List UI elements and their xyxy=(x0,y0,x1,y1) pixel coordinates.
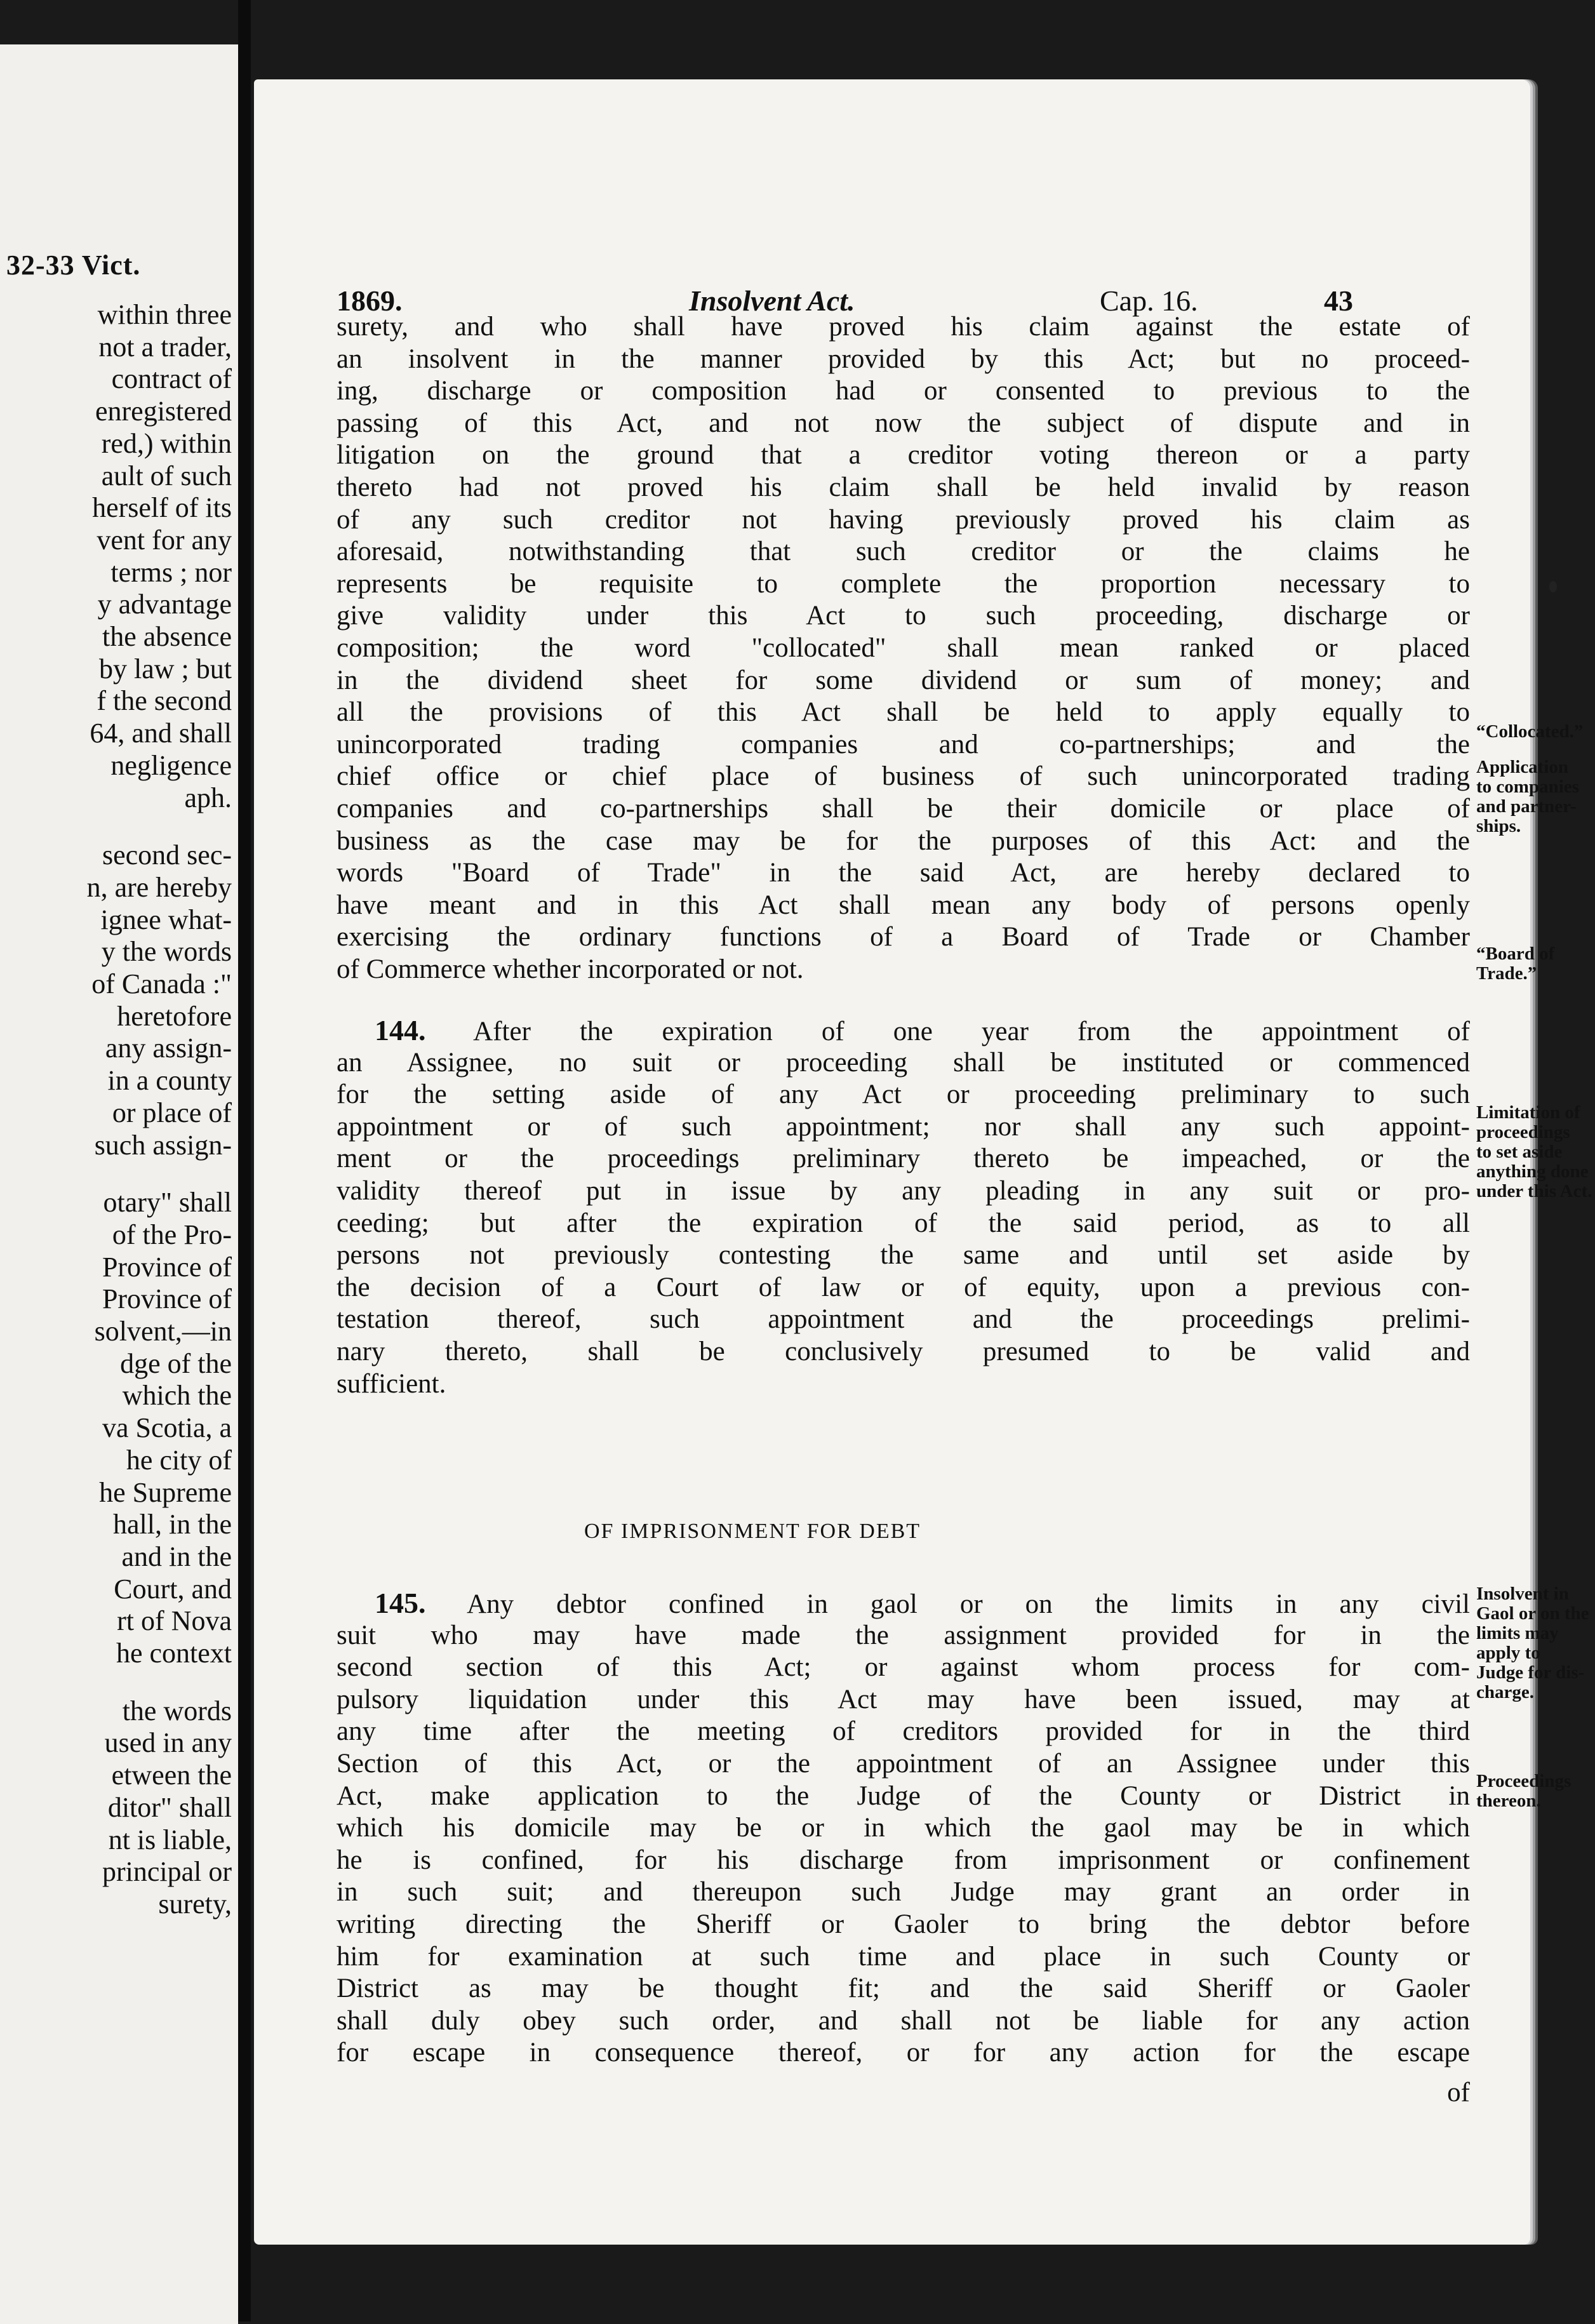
margin-note-line: “Board of xyxy=(1476,944,1555,964)
margin-note-line: to set aside xyxy=(1476,1142,1563,1162)
text-line: represents be requisite to complete the proportion necessary to xyxy=(337,568,1470,599)
left-page xyxy=(0,44,238,2324)
text-line: for the setting aside of any Act or proceeding preliminary to such xyxy=(337,1079,1470,1110)
left-text-line: he Supreme xyxy=(99,1476,232,1508)
text-line: Section of this Act, or the appointment of an Assignee under this xyxy=(337,1749,1470,1779)
text-line: sufficient. xyxy=(337,1368,446,1399)
left-text-line: terms ; nor xyxy=(110,556,232,588)
text-line: unincorporated trading companies and co-partnerships; and the xyxy=(337,729,1470,759)
left-text-line: va Scotia, a xyxy=(102,1412,232,1444)
left-text-line: ignee what- xyxy=(100,904,232,935)
text-line: words "Board of Trade" in the said Act, are hereby declared to xyxy=(337,858,1470,888)
margin-note-line: Limitation of xyxy=(1476,1102,1580,1123)
left-text-line: he context xyxy=(116,1638,232,1669)
left-text-line: or place of xyxy=(112,1097,232,1128)
left-text-line: contract of xyxy=(111,363,232,395)
left-text-line: by law ; but xyxy=(99,653,232,685)
left-text-line: hall, in the xyxy=(113,1509,232,1540)
text-line: validity thereof put in issue by any pleading in any suit or pro- xyxy=(337,1176,1470,1206)
text-line: thereto had not proved his claim shall be held invalid by reason xyxy=(337,472,1470,502)
left-text-line: within three xyxy=(97,299,232,330)
section-number: 145. xyxy=(375,1587,426,1619)
text-line: litigation on the ground that a creditor voting thereon or a party xyxy=(337,440,1470,471)
text-line: ment or the proceedings preliminary thereto be impeached, or the xyxy=(337,1144,1470,1174)
margin-note-line: apply to xyxy=(1476,1643,1540,1663)
margin-note-proceedings-thereon xyxy=(1476,1772,1595,1811)
left-text-line: Province of xyxy=(102,1251,232,1283)
text-line: District as may be thought fit; and the said Sheriff or Gaoler xyxy=(337,1973,1470,2004)
text-line: composition; the word "collocated" shall mean ranked or placed xyxy=(337,633,1470,663)
text-line: chief office or chief place of business of such unincorporated trading xyxy=(337,761,1470,792)
left-text-line: f the second xyxy=(97,685,232,717)
margin-note-line: ships. xyxy=(1476,816,1521,836)
margin-note-line: and partner- xyxy=(1476,796,1577,817)
margin-note-line: thereon. xyxy=(1476,1791,1541,1811)
margin-note-board-of-trade xyxy=(1476,944,1595,984)
left-text-line: solvent,—in xyxy=(94,1316,232,1347)
running-header-year: 1869. xyxy=(337,284,403,317)
text-line: business as the case may be for the purposes of this Act: and the xyxy=(337,825,1470,856)
text-line-content: After the expiration of one year from the appointment of xyxy=(425,1017,1470,1046)
margin-note-line: Gaol or on the xyxy=(1476,1603,1589,1624)
text-line: companies and co-partnerships shall be their domicile or place of xyxy=(337,794,1470,824)
section-number: 144. xyxy=(375,1015,426,1046)
text-line: nary thereto, shall be conclusively presumed to be valid and xyxy=(337,1337,1470,1366)
margin-note-line: charge. xyxy=(1476,1682,1534,1702)
margin-note-line: to companies xyxy=(1476,777,1579,797)
text-line: Act, make application to the Judge of the County or District in xyxy=(337,1780,1470,1811)
left-text-line: negligence xyxy=(110,749,232,781)
text-line: passing of this Act, and not now the subject of dispute and in xyxy=(337,408,1470,438)
margin-note-insolvent-in-gaol xyxy=(1476,1584,1595,1702)
left-text-line: he city of xyxy=(126,1444,232,1476)
left-text-line: rt of Nova xyxy=(117,1605,232,1637)
text-line: in such suit; and thereupon such Judge may grant an order in xyxy=(337,1877,1470,1907)
margin-note-line: “Collocated.” xyxy=(1476,721,1584,742)
right-page xyxy=(254,79,1592,2245)
running-header-title: Insolvent Act. xyxy=(689,284,855,317)
text-line: persons not previously contesting the same and until set aside by xyxy=(337,1240,1470,1271)
running-header-chapter: Cap. 16. xyxy=(1100,284,1198,317)
left-text-line: Court, and xyxy=(114,1573,232,1605)
text-line: aforesaid, notwithstanding that such creditor or the claims he xyxy=(337,537,1470,567)
left-text-line: not a trader, xyxy=(98,331,232,363)
text-line: exercising the ordinary functions of a Board of Trade or Chamber xyxy=(337,922,1470,952)
catchword: of xyxy=(1447,2078,1470,2107)
text-line: any time after the meeting of creditors provided for in the third xyxy=(337,1716,1470,1747)
left-text-line: the words xyxy=(122,1695,232,1726)
left-text-line: principal or xyxy=(102,1856,232,1888)
page-number: 43 xyxy=(1324,284,1353,317)
margin-note-line: limits may xyxy=(1476,1623,1559,1643)
text-line: him for examination at such time and place in such County or xyxy=(337,1941,1470,1972)
margin-note-application xyxy=(1476,758,1595,836)
text-line-content: Any debtor confined in gaol or on the limits in any civil xyxy=(425,1589,1470,1619)
left-text-line: any assign- xyxy=(105,1032,232,1064)
text-line: which his domicile may be or in which the gaol may be in which xyxy=(337,1813,1470,1843)
section-heading: OF IMPRISONMENT FOR DEBT xyxy=(584,1519,921,1543)
text-line xyxy=(337,1015,1470,1046)
margin-note-line: Trade.” xyxy=(1476,963,1537,984)
left-text-line: ditor" shall xyxy=(107,1791,232,1823)
text-line: in the dividend sheet for some dividend or sum of money; and xyxy=(337,665,1470,695)
text-line: of Commerce whether incorporated or not. xyxy=(337,954,804,984)
left-text-line: second sec- xyxy=(102,839,232,871)
text-line: second section of this Act; or against whom process for com- xyxy=(337,1652,1470,1683)
book-gutter xyxy=(238,0,251,2321)
left-text-line: ault of such xyxy=(101,460,232,491)
left-text-line: Province of xyxy=(102,1283,232,1315)
left-text-line: heretofore xyxy=(117,1000,232,1032)
left-text-line: 64, and shall xyxy=(90,718,232,749)
text-line: have meant and in this Act shall mean any body of persons openly xyxy=(337,890,1470,920)
text-line: all the provisions of this Act shall be held to apply equally to xyxy=(337,697,1470,728)
margin-note-line: Judge for dis- xyxy=(1476,1662,1585,1683)
left-text-line: y advantage xyxy=(97,589,232,620)
text-line: suit who may have made the assignment provided for in the xyxy=(337,1620,1470,1650)
text-line: for escape in consequence thereof, or for any action for the escape xyxy=(337,2038,1470,2068)
margin-note-line: anything done xyxy=(1476,1161,1589,1182)
left-text-line: enregistered xyxy=(95,396,232,427)
left-text-line: surety, xyxy=(158,1888,232,1920)
left-text-line: used in any xyxy=(104,1727,232,1759)
text-line: an Assignee, no suit or proceeding shall be instituted or commenced xyxy=(337,1047,1470,1078)
ink-speck xyxy=(1549,581,1557,592)
left-text-line: in a county xyxy=(107,1065,232,1097)
left-page-header: 32-33 Vict. xyxy=(6,250,141,281)
left-text-line: otary" shall xyxy=(103,1187,232,1219)
text-line: give validity under this Act to such proceeding, discharge or xyxy=(337,601,1470,631)
left-text-line: herself of its xyxy=(92,492,232,524)
left-text-line: etween the xyxy=(111,1760,232,1791)
margin-note-line: Proceedings xyxy=(1476,1771,1572,1791)
text-line: shall duly obey such order, and shall not be liable for any action xyxy=(337,2005,1470,2036)
text-line xyxy=(337,1587,1470,1619)
margin-note-collocated xyxy=(1476,722,1595,742)
margin-note-line: Insolvent in xyxy=(1476,1584,1569,1604)
text-line: testation thereof, such appointment and the proceedings prelimi- xyxy=(337,1304,1470,1335)
text-line: he is confined, for his discharge from imprisonment or confinement xyxy=(337,1845,1470,1875)
left-text-line: aph. xyxy=(184,782,232,813)
left-text-line: of the Pro- xyxy=(112,1219,232,1250)
left-text-line: and in the xyxy=(121,1540,232,1572)
text-line: pulsory liquidation under this Act may have been issued, may at xyxy=(337,1684,1470,1714)
left-text-line: such assign- xyxy=(94,1129,232,1161)
margin-note-line: Application xyxy=(1476,757,1569,777)
left-text-line: the absence xyxy=(102,621,232,652)
left-text-line: red,) within xyxy=(101,427,232,459)
left-text-line: of Canada :" xyxy=(91,968,232,999)
text-line: appointment or of such appointment; nor shall any such appoint- xyxy=(337,1111,1470,1142)
left-text-line: y the words xyxy=(101,936,232,968)
left-text-line: nt is liable, xyxy=(108,1824,232,1855)
text-line: ceeding; but after the expiration of the said period, as to all xyxy=(337,1208,1470,1238)
left-text-line: dge of the xyxy=(120,1347,232,1379)
text-line: of any such creditor not having previously proved his claim as xyxy=(337,504,1470,535)
margin-note-line: proceedings xyxy=(1476,1122,1570,1142)
left-text-line: which the xyxy=(122,1380,232,1412)
text-line: ing, discharge or composition had or consented to previous to the xyxy=(337,376,1470,406)
margin-note-line: under this Act. xyxy=(1476,1181,1592,1201)
left-text-line: n, are hereby xyxy=(86,871,232,903)
text-line: surety, and who shall have proved his claim against the estate of xyxy=(337,312,1470,342)
margin-note-limitation xyxy=(1476,1103,1595,1201)
text-line: the decision of a Court of law or of equity, upon a previous con- xyxy=(337,1272,1470,1302)
left-text-line: vent for any xyxy=(97,524,232,556)
text-line: an insolvent in the manner provided by this Act; but no proceed- xyxy=(337,344,1470,374)
text-line: writing directing the Sheriff or Gaoler to bring the debtor before xyxy=(337,1909,1470,1939)
